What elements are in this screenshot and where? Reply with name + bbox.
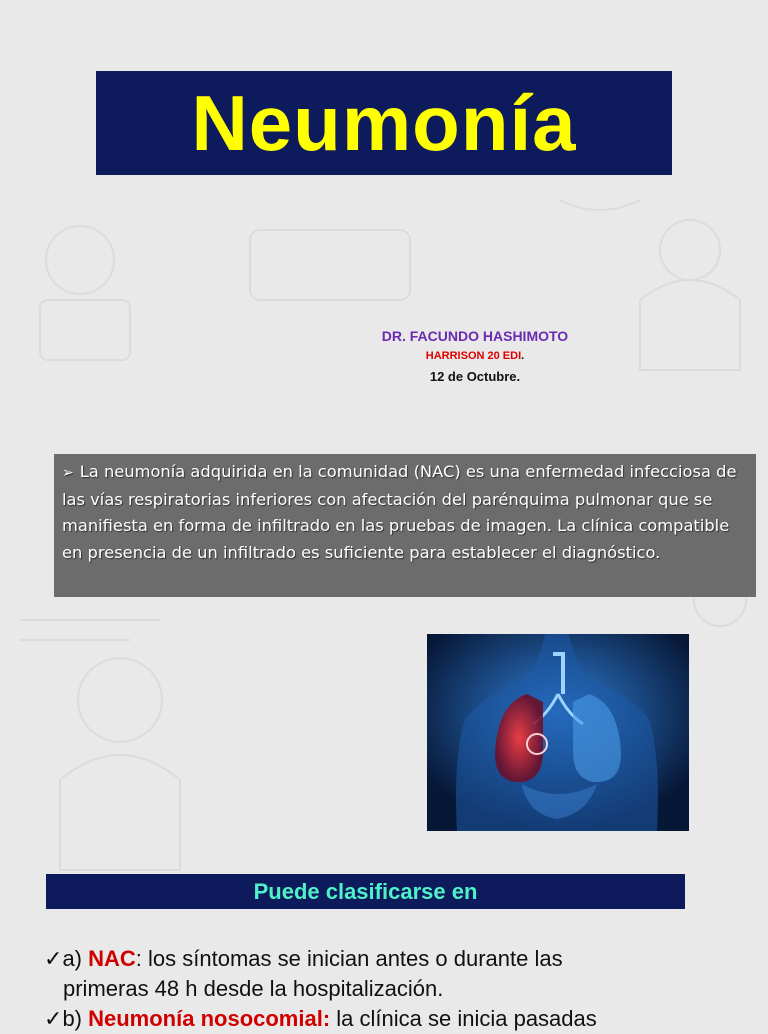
item-term: NAC bbox=[88, 946, 136, 971]
slide-title: Neumonía bbox=[191, 78, 577, 167]
edition-suffix: . bbox=[521, 350, 525, 362]
item-continuation: primeras 48 h desde la hospitalización. bbox=[63, 976, 444, 1001]
list-item bbox=[44, 1004, 744, 1034]
classification-heading-box bbox=[46, 874, 685, 909]
arrow-bullet-icon: ➢ bbox=[62, 465, 74, 481]
lungs-illustration-icon bbox=[427, 634, 689, 831]
intro-text: La neumonía adquirida en la comunidad (NAC) es una enfermedad infecciosa de las vías respiratorias inferiores con afectación del parénquima pulmonar que se manifiesta en forma de infiltrado en las pruebas de imagen. La clínica compatible en presencia de un infiltrado es suficiente para establecer el diagnóstico. bbox=[62, 462, 737, 562]
edition-label: HARRISON 20 EDI bbox=[425, 350, 522, 362]
classification-list bbox=[44, 944, 744, 1034]
list-item bbox=[44, 944, 744, 974]
title-banner bbox=[96, 71, 672, 175]
intro-box bbox=[54, 454, 756, 597]
classification-heading: Puede clasificarse en bbox=[253, 878, 478, 904]
edition-line bbox=[340, 345, 610, 367]
date-line: 12 de Octubre. bbox=[429, 369, 521, 384]
author-name: DR. FACUNDO HASHIMOTO bbox=[381, 328, 569, 344]
item-text: la clínica se inicia pasadas bbox=[330, 1006, 597, 1031]
check-icon: ✓ bbox=[44, 946, 63, 971]
item-prefix: a) bbox=[62, 946, 89, 971]
check-icon: ✓ bbox=[44, 1006, 63, 1031]
author-block bbox=[340, 327, 610, 387]
item-text: : los síntomas se inician antes o durante las bbox=[135, 946, 563, 971]
item-prefix: b) bbox=[62, 1006, 89, 1031]
item-term: Neumonía nosocomial: bbox=[88, 1006, 331, 1031]
